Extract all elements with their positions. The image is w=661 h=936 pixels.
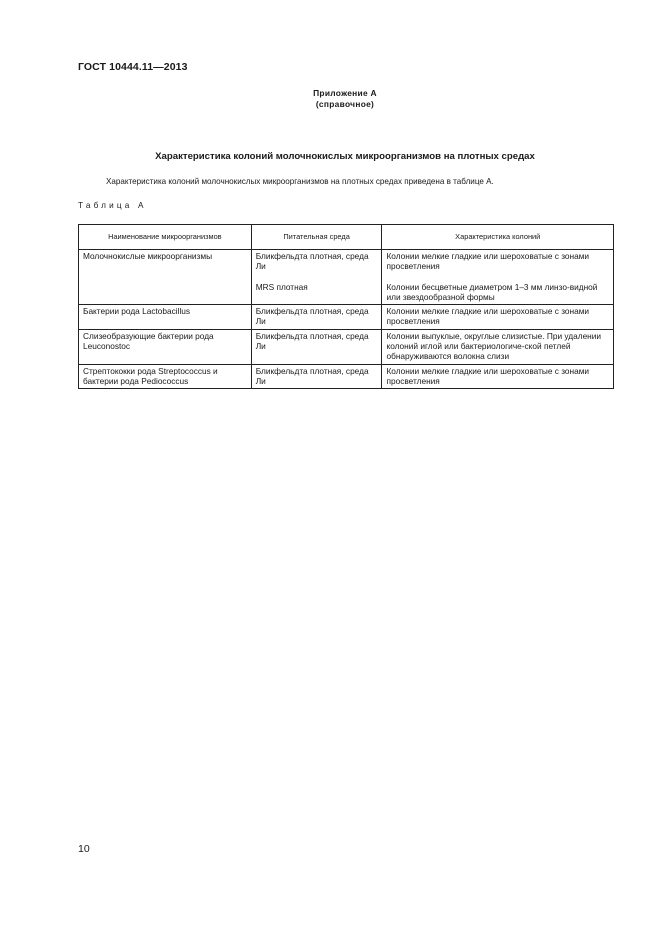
organism-name: Слизеобразующие бактерии рода Leuconostoc <box>83 330 214 352</box>
annex-title: Приложение А <box>313 88 377 98</box>
colony-characteristics-table <box>78 224 614 389</box>
colony-characteristic: Колонии выпуклые, округлые слизистые. При удалении колоний иглой или бактериологиче-ской петлей обнаруживаются волокна слизи <box>386 330 602 362</box>
organism-cell <box>79 250 252 305</box>
table-caption: Таблица А <box>78 201 147 210</box>
intro-paragraph: Характеристика колоний молочнокислых микроорганизмов на плотных средах приведена в таблице А. <box>106 177 494 186</box>
table-row <box>79 305 614 330</box>
annex-type: (справочное) <box>315 99 375 109</box>
medium-cell <box>251 364 382 389</box>
medium-cell <box>251 305 382 330</box>
table-row <box>79 329 614 364</box>
medium-cell <box>251 250 382 305</box>
column-header-medium: Питательная среда <box>251 225 382 250</box>
organism-name: Стрептококки рода Streptococcus и бактерии рода Pediococcus <box>83 365 218 386</box>
medium-name: Бликфельдта плотная, среда Ли <box>255 330 369 352</box>
colony-characteristic: Колонии мелкие гладкие или шероховатые с зонами просветления <box>386 306 590 327</box>
medium-name: Бликфельдта плотная, среда Ли <box>255 306 369 327</box>
characteristics-cell <box>382 329 614 364</box>
organism-cell <box>79 364 252 389</box>
section-heading: Характеристика колоний молочнокислых микроорганизмов на плотных средах <box>155 151 535 162</box>
table-header-row <box>79 225 614 250</box>
column-header-organism: Наименование микроорганизмов <box>79 225 252 250</box>
organism-cell <box>79 329 252 364</box>
organism-cell <box>79 305 252 330</box>
column-header-characteristics: Характеристика колоний <box>382 225 614 250</box>
organism-name: Бактерии рода Lactobacillus <box>83 306 191 317</box>
characteristics-cell <box>382 364 614 389</box>
colony-characteristic: Колонии мелкие гладкие или шероховатые с зонами просветления <box>386 251 590 272</box>
table-row <box>79 364 614 389</box>
colony-characteristic: Колонии бесцветные диаметром 1–3 мм линзо-видной или звездообразной формы <box>386 281 598 302</box>
annex-block <box>0 88 661 110</box>
organism-name: Молочнокислые микроорганизмы <box>83 251 213 261</box>
medium-name: MRS плотная <box>255 281 308 292</box>
characteristics-cell <box>382 250 614 305</box>
page-number: 10 <box>78 843 90 855</box>
medium-cell <box>251 329 382 364</box>
medium-name: Бликфельдта плотная, среда Ли <box>255 365 369 386</box>
table-row <box>79 250 614 305</box>
standard-designation: ГОСТ 10444.11—2013 <box>78 61 188 73</box>
colony-characteristic: Колонии мелкие гладкие или шероховатые с зонами просветления <box>386 365 590 386</box>
characteristics-cell <box>382 305 614 330</box>
medium-name: Бликфельдта плотная, среда Ли <box>255 251 369 272</box>
